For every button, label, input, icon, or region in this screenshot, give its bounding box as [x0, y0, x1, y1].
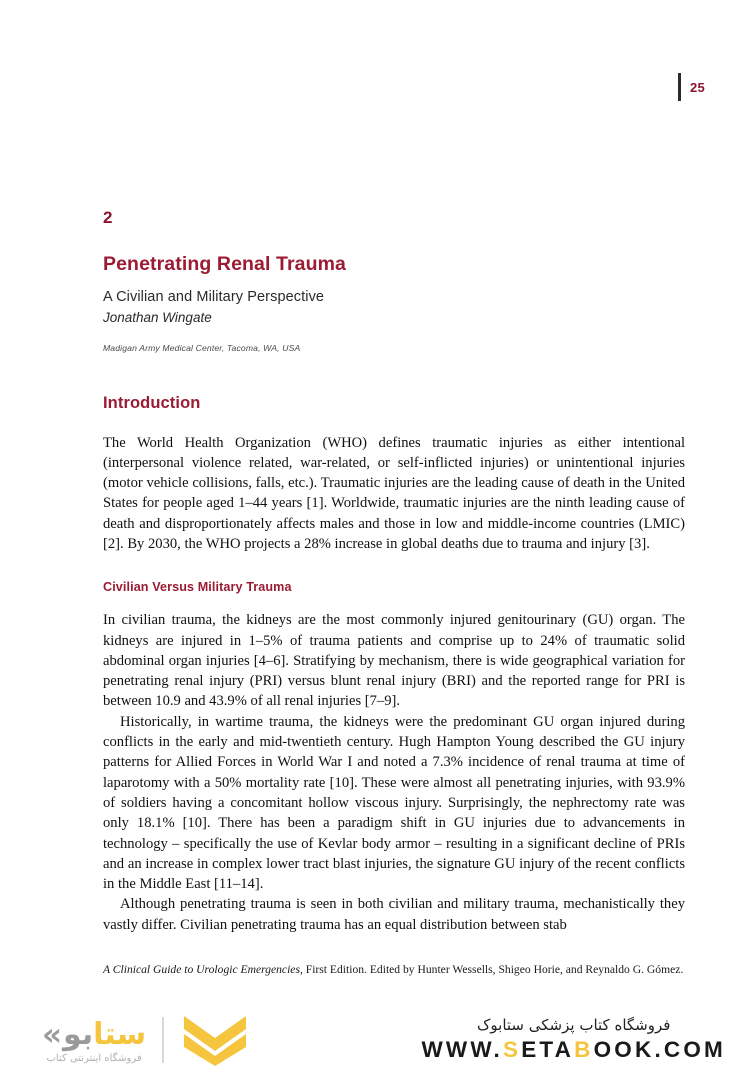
paragraph: Historically, in wartime trauma, the kidneys were the predominant GU organ injured during conflicts in the early and mid-twentieth century. Hugh Hampton Young described the GU injury patterns for Allied Forces in World War I and noted a 7.3% incidence of renal trauma at time of laparotomy with a 50% mortality rate [10]. These were almost all penetrating injuries, with 93.9% of soldiers having a concomitant hollow viscous injury. Surprisingly, the nephrectomy rate was only 18.1% [10]. There has been a paradigm shift in GU injuries due to advancements in technology – specifically the use of Kevlar body armor – resulting in a significant decline of PRIs and an increase in complex lower tract blast injuries, the signature GU injury of the recent conflicts in the Middle East [11–14].	[103, 713, 685, 893]
chapter-number: 2	[103, 208, 113, 227]
citation-book-title: A Clinical Guide to Urologic Emergencies	[103, 963, 300, 976]
double-chevron-left-icon: «	[42, 1016, 63, 1053]
chapter-title: Penetrating Renal Trauma	[103, 253, 346, 275]
section-heading-civilian-versus-military-trauma: Civilian Versus Military Trauma	[103, 580, 292, 595]
brand-logo	[42, 1014, 250, 1066]
chapter-subtitle: A Civilian and Military Perspective	[103, 288, 325, 305]
citation-edition-editors: , First Edition. Edited by Hunter Wessells, Shigeo Horie, and Reynaldo G. Gómez.	[299, 963, 684, 976]
chapter-author: Jonathan Wingate	[103, 309, 212, 325]
brand-divider	[162, 1017, 164, 1063]
watermark-banner	[0, 1000, 752, 1079]
url-highlight-s: S	[502, 1037, 522, 1062]
chapter-content	[103, 0, 685, 935]
double-chevron-down-icon	[180, 1014, 250, 1066]
url-part-ook-com: OOK.COM	[593, 1037, 726, 1062]
brand-name-gray: بو	[63, 1016, 94, 1052]
paragraph: In civilian trauma, the kidneys are the most commonly injured genitourinary (GU) organ. The kidneys are injured in 1–5% of trauma patients and comprise up to 24% of traumatic solid abdominal organ injuries [4–6]. Stratifying by mechanism, there is wide geographical variation for penetrating renal injury (PRI) versus blunt renal injury (BRI) and the reported range for PRI is between 10.9 and 43.9% of all renal injuries [7–9].	[103, 612, 685, 710]
brand-wordmark	[42, 1016, 147, 1053]
url-part-eta: ETA	[521, 1037, 575, 1062]
author-affiliation: Madigan Army Medical Center, Tacoma, WA, USA	[103, 342, 301, 353]
page-number: 25	[689, 79, 705, 95]
url-highlight-b: B	[574, 1037, 594, 1062]
section-heading-introduction: Introduction	[103, 393, 201, 412]
brand-name-gold: ستا	[93, 1016, 147, 1052]
paragraph: Although penetrating trauma is seen in both civilian and military trauma, mechanistically they vastly differ. Civilian penetrating trauma has an equal distribution between stab	[103, 896, 685, 933]
site-url	[421, 1037, 726, 1063]
brand-mark	[42, 1016, 146, 1064]
site-tagline-persian: فروشگاه کتاب پزشکی ستابوک	[476, 1016, 671, 1034]
brand-tagline: فروشگاه اینترنتی کتاب	[46, 1052, 142, 1064]
brand-name	[63, 1016, 147, 1052]
site-url-block	[421, 1016, 726, 1063]
url-part-www: WWW.	[421, 1037, 503, 1062]
paragraph: The World Health Organization (WHO) defines traumatic injuries as either intentional (interpersonal violence related, war-related, or self-inflicted injuries) or unintentional injuries (motor vehicle collisions, falls, etc.). Traumatic injuries are the leading cause of death in the United States for people aged 1–44 years [1]. Worldwide, traumatic injuries are the ninth leading cause of death and disproportionately affects males and those in low and middle-income countries (LMIC) [2]. By 2030, the WHO projects a 28% increase in global deaths due to trauma and injury [3].	[103, 434, 685, 552]
series-citation	[103, 962, 685, 978]
